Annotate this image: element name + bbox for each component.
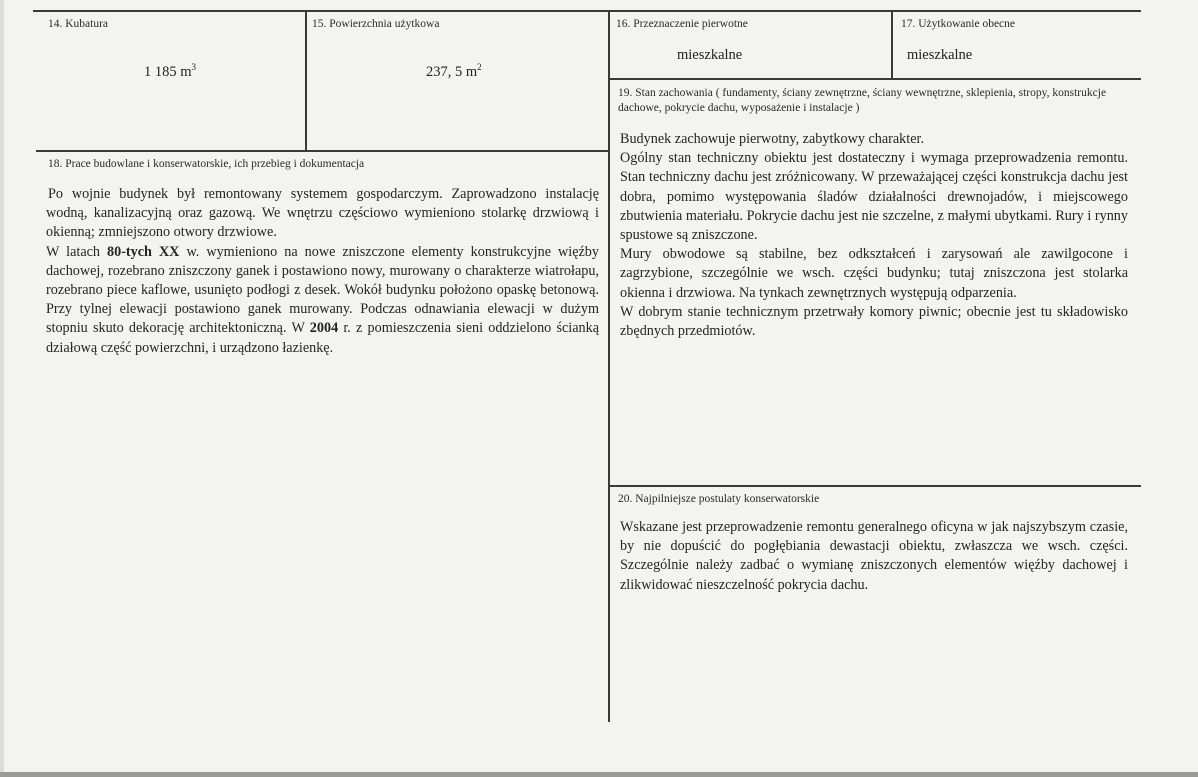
section-19-label: 19. Stan zachowania ( fundamenty, ściany zewnętrzne, ściany wewnętrzne, sklepienia, stropy, konstrukcje dachowe, pokrycie dachu, wyposażenie i instalacje ) <box>618 87 1107 114</box>
s18-p2-text-c: w. wymieniono na nowe zniszczone elementy konstrukcyjne więźby dachowej, rozebrano zniszczony ganek i postawiono nowy, murowany o charakterze wiatrołapu, rozebrano piece kaflowe, usunięto podłogi z desek. Wokół budynku położono opaskę betonową. Przy tylnej elewacji postawiono ganek murowany. Podczas odnawiania elewacji w dużym stopniu skuto dekorację architektoniczną. W <box>46 243 599 337</box>
s19-paragraph-3: Mury obwodowe są stabilne, bez odkształceń i zarysowań ale zawilgocone i zagrzybione, szczególnie we wsch. części budynku; tutaj zniszczona jest stolarka okienna i drzwiowa. Na tynkach zewnętrznych występują odparzenia. <box>620 246 1128 301</box>
scan-left-edge <box>0 0 4 777</box>
rule-center-vertical <box>608 10 610 722</box>
section-18-label: 18. Prace budowlane i konserwatorskie, ich przebieg i dokumentacja <box>48 158 365 170</box>
area-value <box>426 62 482 81</box>
rule-16-17 <box>891 10 893 78</box>
kubatura-number: 1 185 m <box>144 63 192 80</box>
s18-p2-text-e: r. z pomieszczenia sieni oddzielono ścianką działową część powierzchni, i urządzono łazienkę. <box>46 320 599 356</box>
section-18-body <box>46 185 599 358</box>
scan-bottom-edge <box>0 772 1198 777</box>
section-20-label: 20. Najpilniejsze postulaty konserwatorskie <box>618 493 820 505</box>
section-19-body <box>620 130 1128 341</box>
s18-paragraph-1: Po wojnie budynek był remontowany systemem gospodarczym. Zaprowadzono instalację wodną, kanalizacyjną oraz gazową. We wnętrzu częściowo wymieniono stolarkę drzwiową i okienną; zmniejszono otwory drzwiowe. <box>46 186 599 241</box>
rule-14-15 <box>305 10 307 150</box>
s18-p2-text-a: W latach <box>46 243 108 260</box>
section-16-label: 16. Przeznaczenie pierwotne <box>616 18 748 30</box>
top-rule <box>33 10 1141 12</box>
rule-above-19 <box>610 78 1141 80</box>
area-number: 237, 5 m <box>426 63 478 80</box>
s19-paragraph-1: Budynek zachowuje pierwotny, zabytkowy charakter. <box>620 131 925 147</box>
section-17-label: 17. Użytkowanie obecne <box>901 18 1016 30</box>
s18-p2-bold-decade: 80-tych XX <box>107 243 180 260</box>
s19-paragraph-4: W dobrym stanie technicznym przetrwały komory piwnic; obecnie jest tu składowisko zbędnych przedmiotów. <box>620 303 1128 340</box>
s18-p2-bold-year: 2004 <box>309 320 339 337</box>
area-unit-superscript: 2 <box>477 62 482 72</box>
kubatura-value <box>144 62 196 81</box>
section-20-body <box>620 518 1128 595</box>
s18-paragraph-2 <box>46 243 599 358</box>
rule-above-18 <box>36 150 610 152</box>
rule-above-20 <box>610 485 1141 487</box>
s20-paragraph-1: Wskazane jest przeprowadzenie remontu generalnego oficyna w jak najszybszym czasie, by nie dopuścić do pogłębiania dewastacji obiektu, zwłaszcza we wsch. części. Szczególnie należy zadbać o wymianę zniszczonych elementów więźby dachowej i zlikwidować nieszczelność pokrycia dachu. <box>620 519 1128 593</box>
kubatura-unit-superscript: 3 <box>191 62 197 72</box>
section-14-label: 14. Kubatura <box>48 18 109 30</box>
s19-paragraph-2: Ogólny stan techniczny obiektu jest dostateczny i wymaga przeprowadzenia remontu. Stan techniczny dachu jest zróżnicowany. W przeważającej części konstrukcja dachu jest dobra, pomimo występowania śladów działalności drewnojadów, i miejscowego zbutwienia materiału. Pokrycie dachu jest nie szczelne, z małymi ubytkami. Rury i rynny spustowe są zniszczone. <box>620 150 1128 244</box>
current-use-value: mieszkalne <box>907 47 973 63</box>
section-15-label: 15. Powierzchnia użytkowa <box>312 18 440 30</box>
original-use-value: mieszkalne <box>677 47 743 63</box>
